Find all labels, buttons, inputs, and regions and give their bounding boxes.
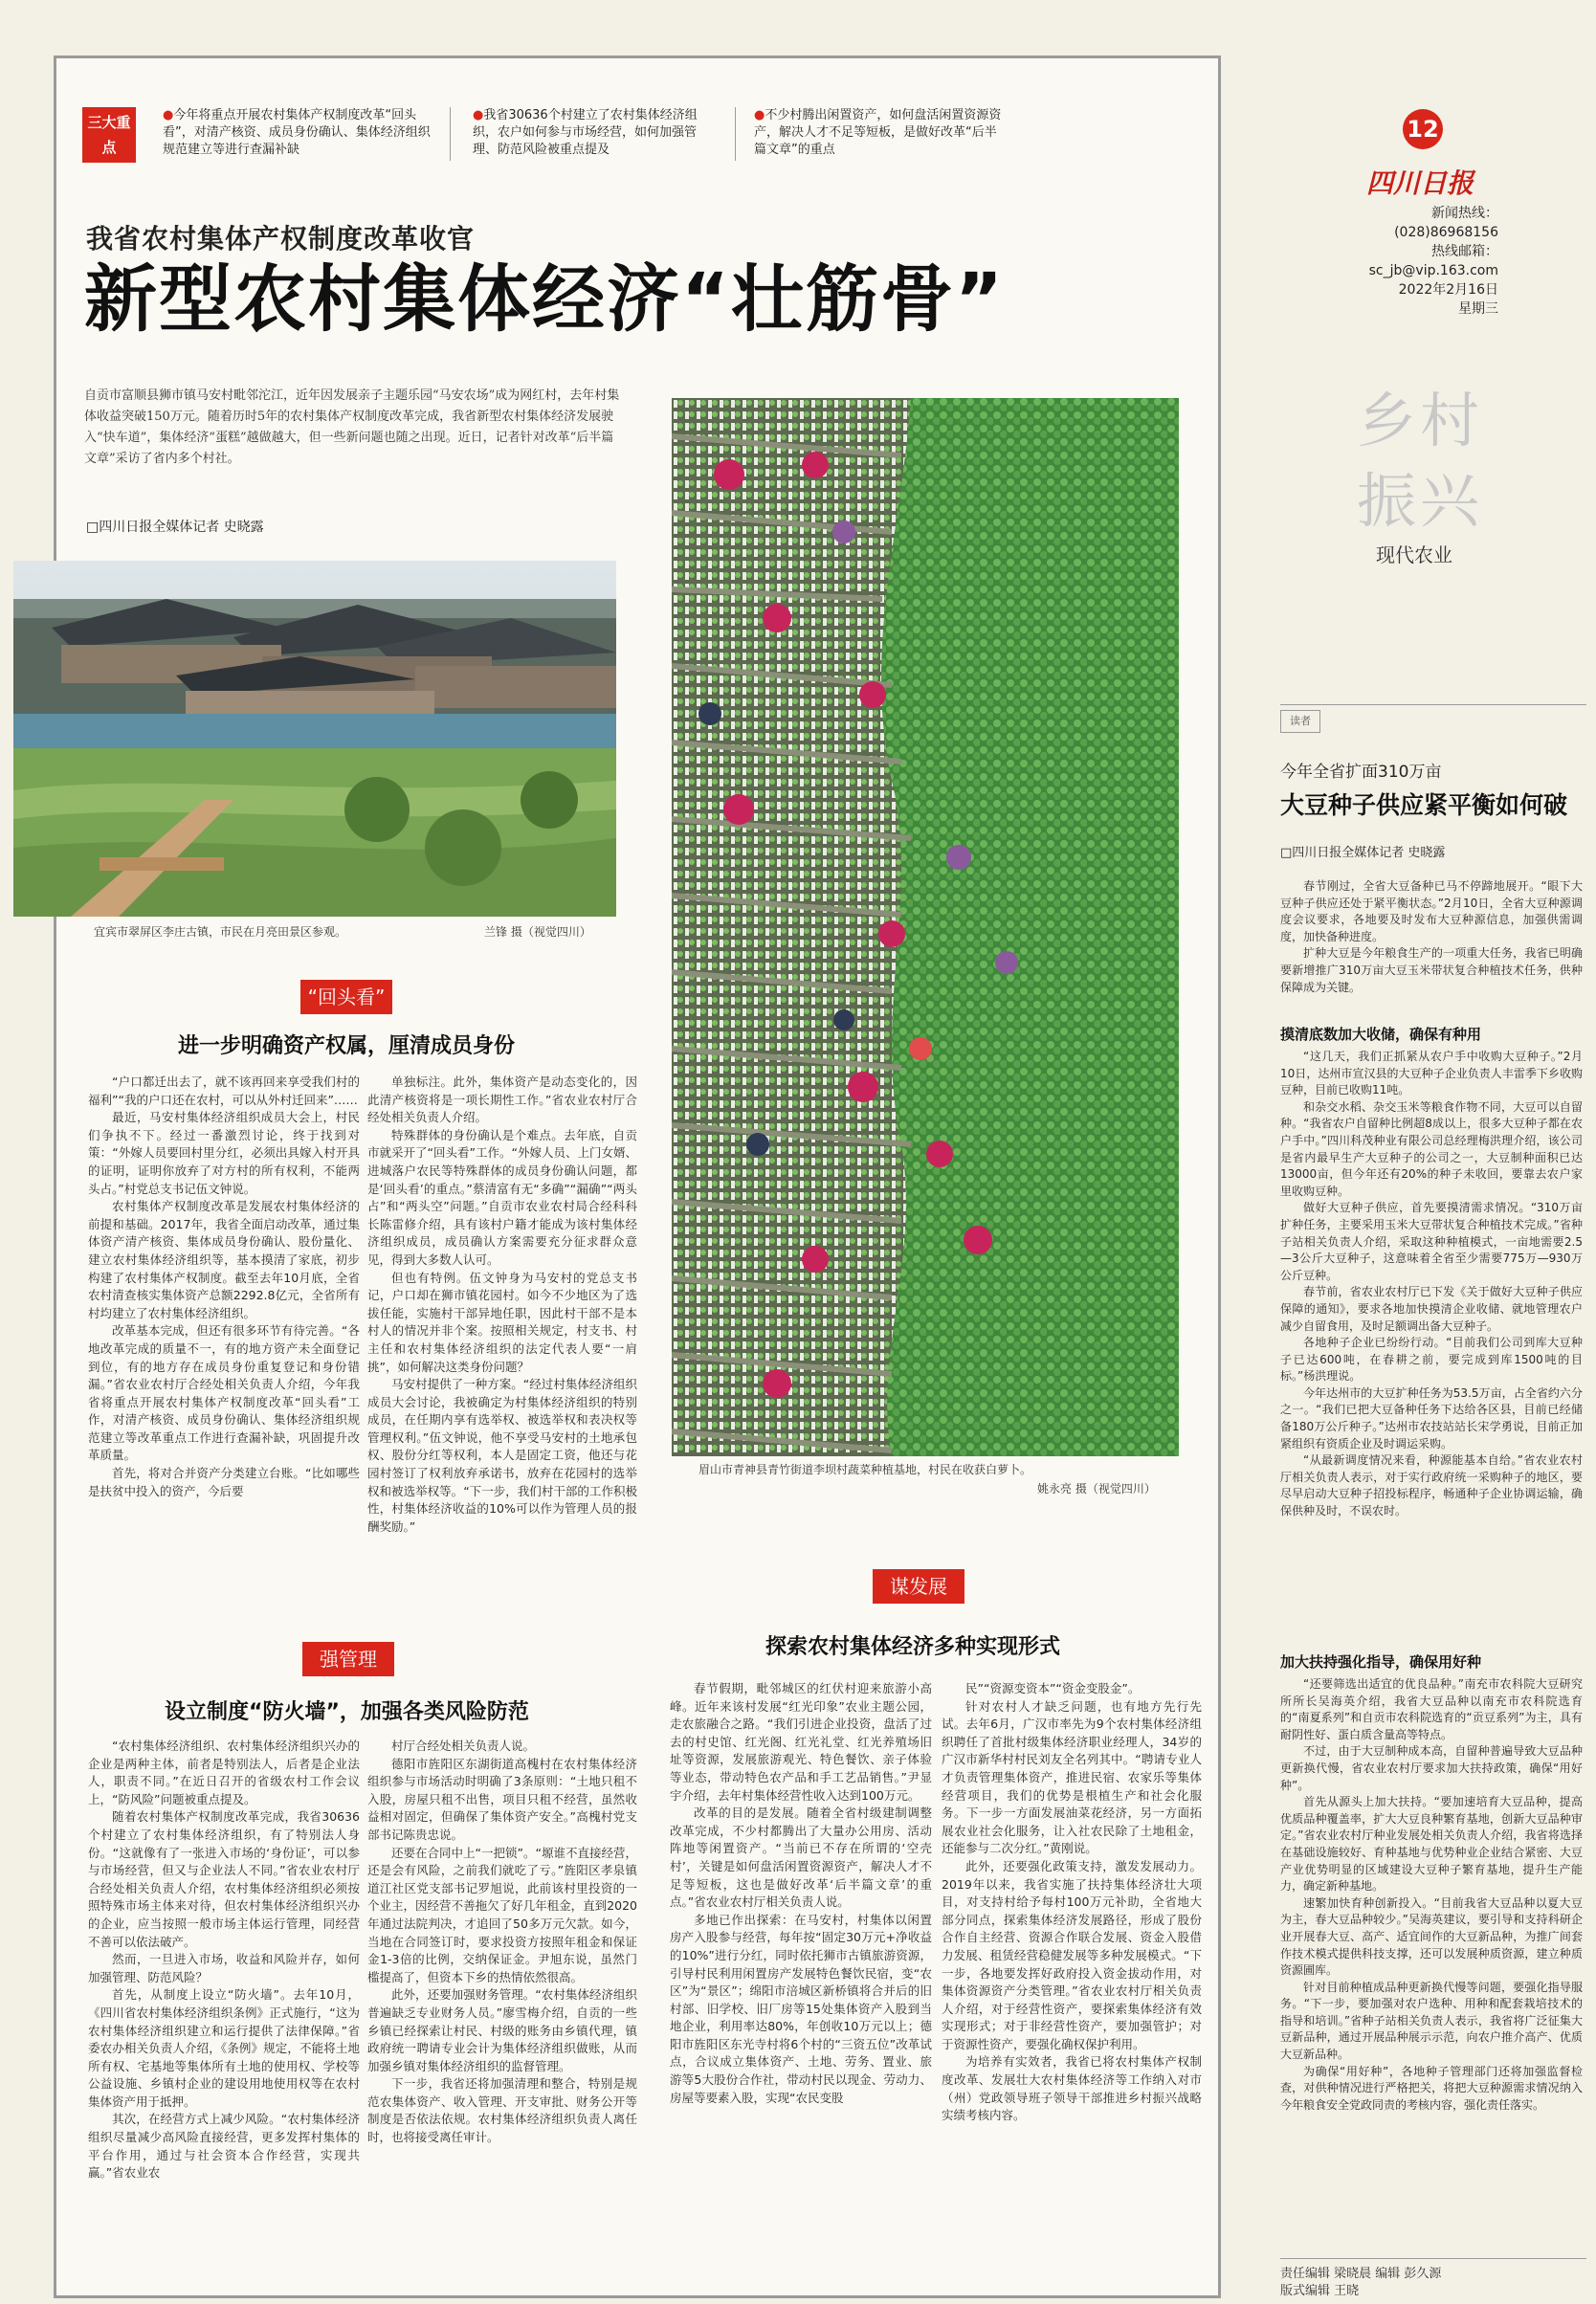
issue-date: 2022年2月16日 xyxy=(1398,282,1498,298)
key-point-3: ●不少村腾出闲置资产，如何盘活闲置资源资产，解决人才不足等短板，是做好改革“后半篇文章”的重点 xyxy=(754,108,1002,157)
paragraph: 下一步，我省还将加强清理和整合，特别是规范农集体资产、收入管理、开支审批、财务公开等制度是否依法依规。农村集体经济组织负责人离任时，也将接受离任审计。 xyxy=(367,2076,637,2145)
column-title-line2: 振兴 xyxy=(1357,466,1484,536)
paragraph: 针对目前种植成品种更新换代慢等问题，要强化指导服务。“下一步，要加强对农户选种、用种和配套栽培技术的指导和培训。”省种子站相关负责人表示，我省将广泛征集大豆新品种，通过开展品种展示示范，向农户推介高产、优质大豆新品种。 xyxy=(1280,1980,1583,2062)
article-headline: 新型农村集体经济“壮筋骨” xyxy=(84,256,1005,342)
paragraph: 各地种子企业已纷纷行动。“目前我们公司到库大豆种子已达600吨，在春耕之前，要完成到库1500吨的目标。”杨洪理说。 xyxy=(1280,1336,1583,1384)
paragraph: 然而，一旦进入市场，收益和风险并存，如何加强管理、防范风险？ xyxy=(88,1952,360,1984)
page-number: 12 xyxy=(1403,109,1443,149)
management-column-1 xyxy=(88,1738,360,2285)
paragraph: 改革基本完成，但还有很多环节有待完善。“各地改革完成的质量不一，有的地方资产未全面登记到位，有的地方存在成员身份重复登记和身份错漏。”省农业农村厅合经处相关负责人介绍，今年我省将重点开展农村集体产权制度改革“回头看”工作，对清产核资、成员身份确认、集体经济组织规范建立等改革重点工作进行查漏补缺，巩固提升改革质量。 xyxy=(88,1323,360,1463)
paragraph: “这几天，我们正抓紧从农户手中收购大豆种子。”2月10日，达州市宣汉县的大豆种子企业负责人丰雷季下乡收购豆种，目前已收购11吨。 xyxy=(1280,1050,1583,1097)
development-column-2 xyxy=(942,1680,1202,2285)
key-point-1: ●今年将重点开展农村集体产权制度改革“回头看”，对清产核资、成员身份确认、集体经济组织规范建立等进行查漏补缺 xyxy=(163,108,431,157)
paragraph: “从最新调度情况来看，种源能基本自给。”省农业农村厅相关负责人表示，对于实行政府统一采购种子的地区，要尽早启动大豆种子招投标程序，畅通种子企业协调运输，确保供种及时，不误农时。 xyxy=(1280,1453,1583,1518)
paragraph: 随着农村集体产权制度改革完成，我省30636个村建立了农村集体经济组织，有了特别法人身份。“这就像有了一张进入市场的‘身份证’，可以参与市场经营，但又与企业法人不同。”省农业农村厅合经处相关负责人介绍，农村集体经济组织必须按照特殊市场主体来对待，但农村集体经济组织兴办的企业，应当按照一般市场主体运行管理，同经营不善可以依法破产。 xyxy=(88,1809,360,1949)
side-subheading-2: 加大扶持强化指导，确保用好种 xyxy=(1280,1653,1482,1671)
paragraph: 和杂交水稻、杂交玉米等粮食作物不同，大豆可以自留种。“我省农户自留种比例超8成以上，很多大豆种子都在农户手中。”四川科茂种业有限公司总经理梅洪理介绍，该公司是省内最早生产大豆种子的公司之一，大豆制种面积已达13000亩，但今年还有20%的种子未收回，要靠去农户家里收购豆种。 xyxy=(1280,1099,1583,1198)
paragraph: 做好大豆种子供应，首先要摸清需求情况。“310万亩扩种任务，主要采用玉米大豆带状复合种植技术完成。”省种子站相关负责人介绍，采取这种种植模式，一亩地需要2.5—3公斤大豆种子，这意味着全省至少需要775万—930万公斤豆种。 xyxy=(1280,1201,1583,1282)
column-subtitle: 现代农业 xyxy=(1376,543,1452,566)
paragraph: “还要筛选出适宜的优良品种。”南充市农科院大豆研究所所长吴海英介绍，我省大豆品种以南充市农科院选育的“南夏系列”和自贡市农科院选育的“贡豆系列”为主，具有耐阴性好、蛋白质含量高等特点。 xyxy=(1280,1677,1583,1741)
side-article-byline: □四川日报全媒体记者 史晓露 xyxy=(1280,846,1446,860)
paragraph: 德阳市旌阳区东湖街道高槐村在农村集体经济组织参与市场活动时明确了3条原则：“土地只租不入股，房屋只租不出售，项目只租不经营，虽然收益相对固定，但确保了集体资产安全。”高槐村党支部书记陈贵忠说。 xyxy=(367,1756,637,1842)
paragraph: 速繁加快育种创新投入。“目前我省大豆品种以夏大豆为主，春大豆品种较少。”吴海英建议，要引导和支持科研企业开展春大豆、高产、适宜间作的大豆新品种，为推广间套作技术模式提供科技支撑，还可以发展种质资源，建立种质资源圃库。 xyxy=(1280,1895,1583,1978)
paragraph: 其次，在经营方式上减少风险。“农村集体经济组织尽量减少高风险直接经营，更多发挥村集体的平台作用，通过与社会资本合作经营，实现共赢。”省农业农 xyxy=(88,2112,360,2181)
paragraph: 此外，还要强化政策支持，激发发展动力。2019年以来，我省实施了扶持集体经济壮大项目，对支持村给予每村100万元补助，全省地大部分同点，探索集体经济发展路径，形成了股份合作自主经营、资源合作联合发展、资金入股借力发展、租赁经营稳健发展等多种发展模式。“下一步，各地要发挥好政府投入资金拔动作用，对集体资源资产分类管理。”省农业农村厅相关负责人介绍，对于经营性资产，要探索集体经济有效实现形式；对于非经营性资产，要加强管护；对于资源性资产，要强化确权保护利用。 xyxy=(942,1858,1202,2051)
article-lede: 自贡市富顺县狮市镇马安村毗邻沱江，近年因发展亲子主题乐园“马安农场”成为网红村，去年村集体收益突破150万元。随着历时5年的农村集体产权制度改革完成，我省新型农村集体经济发展驶入“快车道”，集体经济“蛋糕”越做越大，但一些新问题也随之出现。近日，记者针对改革“后半篇文章”采访了省内多个村社。 xyxy=(84,388,620,466)
email-address: sc_jb@vip.163.com xyxy=(1368,263,1498,278)
newspaper-logo: 四川日报 xyxy=(1366,167,1474,199)
paragraph: 改革的目的是发展。随着全省村级建制调整改革完成，不少村都腾出了大量办公用房、活动阵地等闲置资产。“当前已不存在所谓的‘空壳村’，关键是如何盘活闲置资源资产，解决人才不足等短板，这也是做好改革‘后半篇文章’的重点。”省农业农村厅相关负责人说。 xyxy=(670,1806,932,1910)
paragraph: 不过，由于大豆制种成本高，自留种普遍导致大豆品种更新换代慢，省农业农村厅要求加大扶持政策，确保“用好种”。 xyxy=(1280,1744,1583,1792)
paragraph: 为确保“用好种”，各地种子管理部门还将加强监督检查，对供种情况进行严格把关，将把大豆种源需求情况纳入今年粮食安全党政同责的考核内容，强化责任落实。 xyxy=(1280,2064,1583,2112)
email-label: 热线邮箱： xyxy=(1431,244,1498,259)
paragraph: 春节假期，毗邻城区的红伏村迎来旅游小高峰。近年来该村发展“红光印象”农业主题公园，走农旅融合之路。“我们引进企业投资，盘活了过去的村史馆、红光阁、红光礼堂、红光养殖场旧址等资源，发展旅游观光、特色餐饮、亲子体验等业态，带动特色农产品和手工艺品销售。”尹显宇介绍，去年村集体经营性收入达到100万元。 xyxy=(670,1681,932,1803)
side-article-kicker: 今年全省扩面310万亩 xyxy=(1280,763,1442,782)
paragraph: “农村集体经济组织、农村集体经济组织兴办的企业是两种主体，前者是特别法人，后者是企业法人，职责不同。”在近日召开的省级农村工作会议上，“防风险”问题被重点提及。 xyxy=(88,1739,360,1806)
development-column-1 xyxy=(670,1680,932,2285)
side-article-tag: 读者 xyxy=(1280,710,1320,733)
side-article-section-1 xyxy=(1280,1049,1583,1646)
editor-line-2: 版式编辑 王晓 xyxy=(1280,2284,1360,2298)
paragraph: 首先，从制度上设立“防火墙”。去年10月，《四川省农村集体经济组织条例》正式施行，“这为农村集体经济组织建立和运行提供了法律保障。”省委农办相关负责人介绍，《条例》规定，不能将土地所有权、宅基地等集体所有土地的使用权、学校等公益设施、乡镇村企业的建设用地使用权等在农村集体资产用于抵押。 xyxy=(88,1987,360,2109)
paragraph: “户口都迁出去了，就不该再回来享受我们村的福利”“我的户口还在农村，可以从外村迁回来”…… xyxy=(88,1074,360,1107)
side-article-intro xyxy=(1280,878,1583,1022)
side-subheading-1: 摸清底数加大收储，确保有种用 xyxy=(1280,1026,1482,1043)
review-column-2 xyxy=(367,1074,637,1611)
paragraph: 农村集体产权制度改革是发展农村集体经济的前提和基础。2017年，我省全面启动改革，通过集体资产清产核资、集体成员身份确认、股份量化、建立农村集体经济组织等，基本摸清了家底，初步构建了农村集体产权制度。截至去年10月底，全省农村清查核实集体资产总额2292.8亿元，全省所有村均建立了农村集体经济组织。 xyxy=(88,1199,360,1320)
side-article-headline: 大豆种子供应紧平衡如何破 xyxy=(1280,791,1568,819)
key-points-tag: 三大重点 xyxy=(82,107,136,163)
paragraph: 扩种大豆是今年粮食生产的一项重大任务，我省已明确要新增推广310万亩大豆玉米带状复合种植技术任务，供种保障成为关键。 xyxy=(1280,946,1583,994)
paragraph: 今年达州市的大豆扩种任务为53.5万亩，占全省约六分之一。“我们已把大豆备种任务下达给各区县，目前已经储备180万公斤种子。”达州市农技站站长宋学勇说，目前正加紧组织有资质企业及时调运采购。 xyxy=(1280,1385,1583,1451)
management-section-badge: 强管理 xyxy=(302,1642,394,1676)
paragraph: 多地已作出探索：在马安村，村集体以闲置房产入股参与经营，每年按“固定30万元+净收益的10%”进行分红，同时依托狮市古镇旅游资源，引导村民利用闲置房产发展特色餐饮民宿，变“农区”为“景区”；绵阳市涪城区新桥镇将合并后的旧村部、旧学校、旧厂房等15处集体资产入股到当地企业，利用率达80%，年创收10万元以上；德阳市旌阳区东光寺村将6个村的“三资五位”改革试点，合议成立集体资产、土地、劳务、置业、旅游等5大股份合作社，带动村民以现金、劳动力、房屋等要素入股，实现“农民变股 xyxy=(670,1912,932,2105)
development-section-badge: 谋发展 xyxy=(873,1569,964,1604)
paragraph: 首先从源头上加大扶持。“要加速培育大豆品种，提高优质品种覆盖率，扩大大豆良种繁育基地，创新大豆品种审定。”省农业农村厅种业发展处相关负责人介绍，我省将选择在基础设施较好、育种基地与优势种业企业结合紧密、大豆产业优势明显的区域建设大豆种子繁育基地，提升生产能力，确定新种基地。 xyxy=(1280,1795,1583,1894)
village-photo-caption: 宜宾市翠屏区李庄古镇，市民在月亮田景区参观。 xyxy=(94,925,347,939)
paragraph: 马安村提供了一种方案。“经过村集体经济组织成员大会讨论，我被确定为村集体经济组织的特别成员，在任期内享有选举权、被选举权和表决权等管理权利。”伍文钟说，他不享受马安村的土地承包权、股份分红等权利，本人是固定工资，他还与花园村签订了权利放弃承诺书，放弃在花园村的选举权和被选举权等。“下一步，我们村干部的工作积极性，村集体经济收益的10%可以作为管理人员的报酬奖励。” xyxy=(367,1377,637,1534)
issue-weekday: 星期三 xyxy=(1458,301,1498,317)
review-column-1 xyxy=(88,1074,360,1611)
hotline-label: 新闻热线： xyxy=(1431,206,1498,221)
paragraph: 村厅合经处相关负责人说。 xyxy=(391,1739,536,1753)
paragraph: 民”“资源变资本”“资金变股金”。 xyxy=(965,1681,1141,1695)
management-column-2 xyxy=(367,1738,637,2285)
paragraph: 还要在合同中上“一把锁”。“塬谁不直接经营，还是会有风险，之前我们就吃了亏。”旌阳区孝泉镇道江社区党支部书记罗旭说，此前该村里投资的一个业主，因经营不善拖欠了好几年租金，直到2020年通过法院判决，才追回了50多万元欠款。如今，当地在合同签订时，要求投资方按照年租金和保证金1-3倍的比例，交纳保证金。尹旭东说，虽然门槛提高了，但资本下乡的热情依然很高。 xyxy=(367,1845,637,1984)
village-photo xyxy=(13,561,616,917)
paragraph: 特殊群体的身份确认是个难点。去年底，自贡市就采开了“回头看”工作。“外嫁人员、上门女婿、进城落户农民等特殊群体的成员身份确认问题，都是‘回头看’的重点。”蔡清富有无“多确”“漏确”“两头占”和“两头空”问题。”自贡市农业农村局合经科科长陈雷修介绍，具有该村户籍才能成为该村集体经济组织成员，成员确认方案需要充分征求群众意见，得到大多数人认可。 xyxy=(367,1127,637,1267)
side-article-section-2 xyxy=(1280,1676,1583,2250)
column-title-line1: 乡村 xyxy=(1357,386,1484,455)
editor-line-1: 责任编辑 梁晓晨 编辑 彭久源 xyxy=(1280,2267,1442,2281)
review-section-badge: “回头看” xyxy=(300,980,392,1014)
editor-credits xyxy=(1280,2266,1441,2300)
paragraph: 单独标注。此外，集体资产是动态变化的，因此清产核资将是一项长期性工作。”省农业农村厅合经处相关负责人介绍。 xyxy=(367,1074,637,1125)
village-photo-credit: 兰锋 摄（视觉四川） xyxy=(484,925,591,939)
paragraph: 最近，马安村集体经济组织成员大会上，村民们争执不下。经过一番激烈讨论，终于找到对策：“外嫁人员要回村里分红，必须出具嫁入村开具的证明，证明你放弃了对方村的所有权利，不能两头占。”村党总支书记伍文钟说。 xyxy=(88,1110,360,1196)
paragraph: 春节刚过，全省大豆备种已马不停蹄地展开。“眼下大豆种子供应还处于紧平衡状态。”2月10日，全省大豆种源调度会议要求，各地要及时发布大豆种源信息，加强供需调度，加快备种进度。 xyxy=(1280,879,1583,943)
key-point-2: ●我省30636个村建立了农村集体经济组织，农户如何参与市场经营，如何加强管理、防范风险被重点提及 xyxy=(473,108,698,157)
paragraph: 针对农村人才缺乏问题，也有地方先行先试。去年6月，广汉市率先为9个农村集体经济组织聘任了首批村级集体经济职业经理人，34岁的广汉市新华村村民刘友全名列其中。“聘请专业人才负责管理集体资产，推进民宿、农家乐等集体经营项目，我们的优势是根植生产和社会化服务。下一步一方面发展油菜花经济，另一方面拓展农业社会化服务，让入社农民除了土地租金，还能参与二次分红。”黄刚说。 xyxy=(942,1698,1202,1856)
field-photo-credit: 姚永亮 摄（视觉四川） xyxy=(1037,1482,1156,1495)
paragraph: 此外，还要加强财务管理。“农村集体经济组织普遍缺乏专业财务人员。”廖雪梅介绍，自贡的一些乡镇已经探索让村民、村级的账务由乡镇代理，镇政府统一聘请专业会计为集体经济组织做账，从而加强乡镇对集体经济组织的监督管理。 xyxy=(367,1987,637,2073)
review-section-title: 进一步明确资产权属，厘清成员身份 xyxy=(178,1034,516,1058)
paragraph: 春节前，省农业农村厅已下发《关于做好大豆种子供应保障的通知》，要求各地加快摸清企业收储、就地管理农户减少自留食用，及时足额调出备大豆种子。 xyxy=(1280,1285,1583,1333)
development-section-title: 探索农村集体经济多种实现形式 xyxy=(765,1635,1061,1659)
vegetable-field-photo xyxy=(672,398,1179,1456)
hotline-number: (028)86968156 xyxy=(1394,225,1498,240)
masthead-info xyxy=(1349,204,1498,319)
management-section-title: 设立制度“防火墙”，加强各类风险防范 xyxy=(165,1700,529,1724)
article-byline: □四川日报全媒体记者 史晓露 xyxy=(86,520,264,535)
article-kicker: 我省农村集体产权制度改革收官 xyxy=(86,223,476,255)
paragraph: 但也有特例。伍文钟身为马安村的党总支书记，户口却在狮市镇花园村。如今不少地区为了选拔任能，实施村干部异地任职，因此村干部不是本村人的情况并非个案。按照相关规定，村支书、村主任和农村集体经济组织的法定代表人要“一肩挑”，如何解决这类身份问题？ xyxy=(367,1270,637,1374)
paragraph: 首先，将对合并资产分类建立台账。“比如哪些是扶贫中投入的资产，今后要 xyxy=(88,1466,360,1498)
paragraph: 为培养有实效者，我省已将农村集体产权制度改革、发展壮大农村集体经济等工作纳入对市（州）党政领导班子领导干部推进乡村振兴战略实绩考核内容。 xyxy=(942,2054,1202,2123)
field-photo-caption: 眉山市青神县青竹街道李坝村蔬菜种植基地，村民在收获白萝卜。 xyxy=(698,1463,1032,1476)
